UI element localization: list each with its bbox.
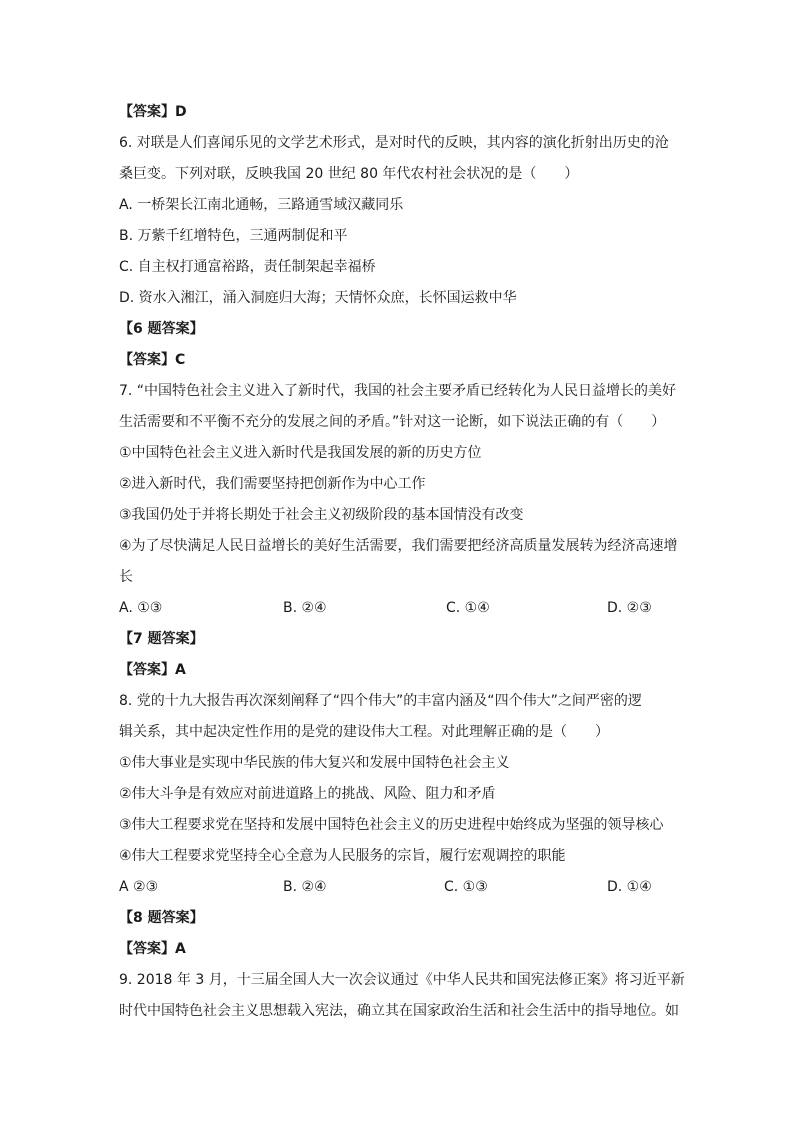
q8-option-c: C. ①③	[444, 879, 488, 895]
q9-stem-line-2: 时代中国特色社会主义思想载入宪法，确立其在国家政治生活和社会生活中的指导地位。如	[119, 1003, 679, 1019]
q8-option-b: B. ②④	[283, 879, 327, 895]
q6-option-b: B. 万紫千红增特色，三通两制促和平	[119, 228, 348, 244]
q6-stem-line-1: 6. 对联是人们喜闻乐见的文学艺术形式，是对时代的反映，其内容的演化折射出历史的沧	[119, 135, 669, 151]
q8-statement-4: ④伟大工程要求党坚持全心全意为人民服务的宗旨，履行宏观调控的职能	[119, 848, 566, 864]
q8-statement-3: ③伟大工程要求党在坚持和发展中国特色社会主义的历史进程中始终成为坚强的领导核心	[119, 817, 664, 833]
q8-statement-2: ②伟大斗争是有效应对前进道路上的挑战、风险、阻力和矛盾	[119, 786, 496, 802]
q7-statement-3: ③我国仍处于并将长期处于社会主义初级阶段的基本国情没有改变	[119, 507, 524, 523]
q6-option-a: A. 一桥架长江南北通畅，三路通雪域汉藏同乐	[119, 197, 404, 213]
q7-statement-4-line-2: 长	[119, 569, 133, 585]
q8-stem-line-2: 辑关系，其中起决定性作用的是党的建设伟大工程。对此理解正确的是（ ）	[119, 724, 609, 740]
q7-option-a: A. ①③	[119, 600, 163, 616]
q7-statement-4-line-1: ④为了尽快满足人民日益增长的美好生活需要，我们需要把经济高质量发展转为经济高速增	[119, 538, 678, 554]
q6-option-d: D. 资水入湘江，涌入洞庭归大海；天情怀众庶，长怀国运救中华	[119, 290, 517, 306]
q7-answer: 【答案】A	[119, 662, 186, 678]
q6-stem-line-2: 桑巨变。下列对联，反映我国 20 世纪 80 年代农村社会状况的是（ ）	[119, 166, 579, 182]
q7-answer-heading: 【7 题答案】	[119, 631, 204, 647]
answer-label: 【答案】D	[119, 104, 187, 120]
q8-answer-heading: 【8 题答案】	[119, 910, 204, 926]
q7-option-d: D. ②③	[607, 600, 652, 616]
q7-stem-line-2: 生活需要和不平衡不充分的发展之间的矛盾。”针对这一论断，如下说法正确的有（ ）	[119, 414, 666, 430]
q8-option-d: D. ①④	[607, 879, 652, 895]
q8-option-a: A ②③	[119, 879, 159, 895]
q8-options-row	[119, 877, 679, 897]
q6-answer-heading: 【6 题答案】	[119, 321, 204, 337]
q7-option-c: C. ①④	[446, 600, 490, 616]
q7-options-row	[119, 598, 679, 618]
q7-stem-line-1: 7. “中国特色社会主义进入了新时代，我国的社会主要矛盾已经转化为人民日益增长的美好	[119, 383, 677, 399]
q7-statement-2: ②进入新时代，我们需要坚持把创新作为中心工作	[119, 476, 426, 492]
q8-stem-line-1: 8. 党的十九大报告再次深刻阐释了“四个伟大”的丰富内涵及“四个伟大”之间严密的逻	[119, 693, 642, 709]
q6-option-c: C. 自主权打通富裕路，责任制架起幸福桥	[119, 259, 376, 275]
q7-statement-1: ①中国特色社会主义进入新时代是我国发展的新的历史方位	[119, 445, 482, 461]
q8-statement-1: ①伟大事业是实现中华民族的伟大复兴和发展中国特色社会主义	[119, 755, 510, 771]
q8-answer: 【答案】A	[119, 941, 186, 957]
q7-option-b: B. ②④	[283, 600, 327, 616]
q9-stem-line-1: 9. 2018 年 3 月，十三届全国人大一次会议通过《中华人民共和国宪法修正案》将习近平新	[119, 972, 685, 988]
q6-answer: 【答案】C	[119, 352, 186, 368]
